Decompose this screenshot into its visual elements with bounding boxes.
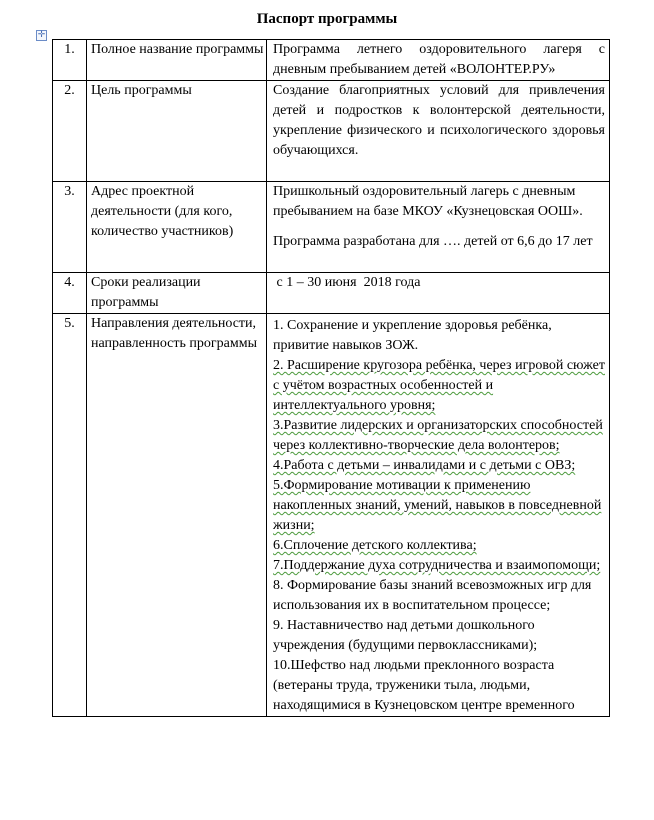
participants-info: Программа разработана для …. детей от 6,6 до 17 лет — [273, 234, 593, 249]
table-row — [53, 314, 610, 717]
table-move-handle-icon[interactable]: ✛ — [37, 30, 46, 40]
table-row — [53, 40, 610, 81]
row-label: Сроки реализации программы — [87, 273, 267, 314]
row-number: 4. — [53, 273, 87, 314]
passport-table — [52, 39, 610, 717]
table-row — [53, 182, 610, 273]
program-dates: с 1 – 30 июня 2018 года — [273, 275, 421, 290]
row-number: 3. — [53, 182, 87, 273]
table-row — [53, 273, 610, 314]
document-title: Паспорт программы — [256, 11, 398, 27]
row-number: 2. — [53, 81, 87, 182]
row-value — [267, 314, 610, 717]
row-value — [267, 182, 610, 273]
camp-address: Пришкольный оздоровительный лагерь с дневным пребыванием на базе МКОУ «Кузнецовская ООШ». — [273, 184, 583, 219]
direction-item: 4.Работа с детьми – инвалидами и с детьми с ОВЗ; — [273, 458, 576, 473]
program-name: Программа летнего оздоровительного лагеря с дневным пребыванием детей «ВОЛОНТЕР.РУ» — [273, 42, 605, 77]
direction-item: 8. Формирование базы знаний всевозможных игр для использования их в воспитательном процессе; — [273, 578, 592, 613]
row-label: Направления деятельности, направленность программы — [87, 314, 267, 717]
direction-item: 10.Шефство над людьми преклонного возраста (ветераны труда, труженики тыла, людьми, находящимися в Кузнецовском центре временного — [273, 658, 575, 713]
direction-item: 6.Сплочение детского коллектива; — [273, 538, 477, 553]
row-value — [267, 81, 610, 182]
direction-item: 1. Сохранение и укрепление здоровья ребёнка, привитие навыков ЗОЖ. — [273, 318, 552, 353]
direction-item: 7.Поддержание духа сотрудничества и взаимопомощи; — [273, 558, 601, 573]
table-row — [53, 81, 610, 182]
program-goal: Создание благоприятных условий для привлечения детей и подростков к волонтерской деятельности, укрепление физического и психологического здоровья обучающихся. — [273, 83, 605, 158]
direction-item: 2. Расширение кругозора ребёнка, через игровой сюжет с учётом возрастных особенностей и интеллектуального уровня; — [273, 358, 605, 413]
direction-item: 5.Формирование мотивации к применению накопленных знаний, умений, навыков в повседневной жизни; — [273, 478, 602, 533]
row-label: Адрес проектной деятельности (для кого, количество участников) — [87, 182, 267, 273]
row-number: 5. — [53, 314, 87, 717]
row-label: Полное название программы — [87, 40, 267, 81]
row-value — [267, 40, 610, 81]
row-number: 1. — [53, 40, 87, 81]
row-label: Цель программы — [87, 81, 267, 182]
direction-item: 9. Наставничество над детьми дошкольного учреждения (будущими первоклассниками); — [273, 618, 538, 653]
direction-item: 3.Развитие лидерских и организаторских способностей через коллективно-творческие дела волонтеров; — [273, 418, 603, 453]
row-value — [267, 273, 610, 314]
